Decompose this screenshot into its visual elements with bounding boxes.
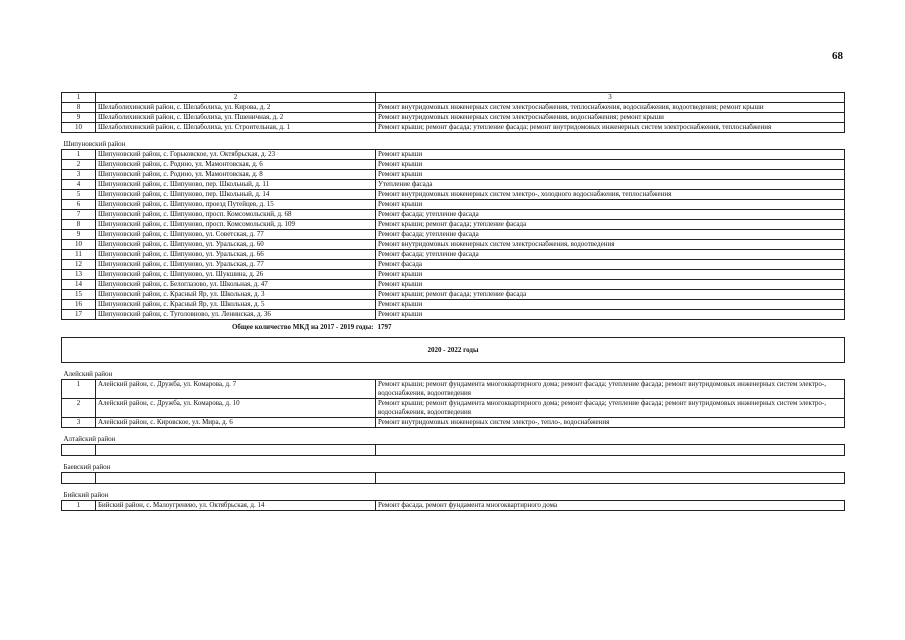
- row-work-type: Ремонт крыши; ремонт фундамента многоквартирного дома; ремонт фасада; утепление фасада; ремонт внутридомовых инженерных систем электро-, водоснабжения, водоотведения: [376, 380, 845, 399]
- row-work-type: Ремонт фасада; утепление фасада: [376, 210, 845, 220]
- empty-cell: [376, 445, 845, 456]
- mkd-repair-table: [61, 92, 845, 511]
- row-number: 15: [62, 290, 96, 300]
- row-address: Шелаболихинский район, с. Шелаболиха, ул. Кирова, д. 2: [96, 103, 376, 113]
- table-row: [62, 380, 845, 399]
- period-title: 2020 - 2022 годы: [62, 338, 845, 363]
- row-work-type: Ремонт крыши: [376, 280, 845, 290]
- row-number: 5: [62, 190, 96, 200]
- row-work-type: Ремонт крыши: [376, 150, 845, 160]
- table-row: [62, 250, 845, 260]
- row-number: 9: [62, 230, 96, 240]
- table-row: [62, 150, 845, 160]
- table-row: [62, 180, 845, 190]
- table-row: [62, 190, 845, 200]
- region-row: [62, 363, 845, 380]
- column-1-header: 1: [62, 93, 96, 103]
- row-address: Шипуновский район, с. Красный Яр, ул. Школьная, д. 3: [96, 290, 376, 300]
- region-title-shipunovsky: Шипуновский район: [62, 133, 845, 150]
- total-label: Общее количество МКД на 2017 - 2019 годы:: [62, 320, 376, 338]
- region-title-baevsky: Баевский район: [62, 456, 845, 473]
- row-number: 4: [62, 180, 96, 190]
- empty-cell: [96, 445, 376, 456]
- row-work-type: Ремонт крыши; ремонт фундамента многоквартирного дома; ремонт фасада; утепление фасада; ремонт внутридомовых инженерных систем электро-, водоснабжения, водоотведения: [376, 399, 845, 418]
- row-address: Шипуновский район, с. Шипуново, ул. Уральская, д. 77: [96, 260, 376, 270]
- region-row: [62, 428, 845, 445]
- table-row: [62, 399, 845, 418]
- row-address: Шипуновский район, с. Белоглазово, ул. Школьная, д. 47: [96, 280, 376, 290]
- row-address: Шипуновский район, с. Родино, ул. Мамонтовская, д. 6: [96, 160, 376, 170]
- table-row: [62, 270, 845, 280]
- column-number-row: [62, 93, 845, 103]
- row-address: Шипуновский район, с. Шипуново, ул. Уральская, д. 66: [96, 250, 376, 260]
- row-work-type: Ремонт фасада, ремонт фундамента многоквартирного дома: [376, 501, 845, 511]
- row-work-type: Ремонт внутридомовых инженерных систем электро-, тепло-, водоснабжения: [376, 418, 845, 428]
- row-work-type: Ремонт фасада; утепление фасада: [376, 230, 845, 240]
- row-address: Шипуновский район, с. Шипуново, ул. Советская, д. 77: [96, 230, 376, 240]
- table-row: [62, 113, 845, 123]
- row-address: Шипуновский район, с. Шипуново, проезд Путейцев, д. 15: [96, 200, 376, 210]
- row-number: 13: [62, 270, 96, 280]
- table-row: [62, 230, 845, 240]
- total-value: 1797: [376, 320, 845, 338]
- row-number: 10: [62, 240, 96, 250]
- region-title-biysky: Бийский район: [62, 484, 845, 501]
- empty-row: [62, 445, 845, 456]
- column-3-header: 3: [376, 93, 845, 103]
- row-address: Шипуновский район, с. Горьковское, ул. Октябрьская, д. 23: [96, 150, 376, 160]
- row-work-type: Ремонт внутридомовых инженерных систем электроснабжения, водоотведения: [376, 240, 845, 250]
- row-number: 12: [62, 260, 96, 270]
- table-row: [62, 310, 845, 320]
- row-address: Шелаболихинский район, с. Шелаболиха, ул. Пшеничная, д. 2: [96, 113, 376, 123]
- row-work-type: Ремонт крыши; ремонт фасада; утепление фасада: [376, 290, 845, 300]
- table-row: [62, 300, 845, 310]
- row-address: Шипуновский район, с. Шипуново, ул. Уральская, д. 60: [96, 240, 376, 250]
- table-row: [62, 160, 845, 170]
- row-work-type: Ремонт крыши: [376, 160, 845, 170]
- table-row: [62, 501, 845, 511]
- row-number: 2: [62, 399, 96, 418]
- row-work-type: Ремонт внутридомовых инженерных систем электро-, холодного водоснабжения, теплоснабжения: [376, 190, 845, 200]
- row-address: Шипуновский район, с. Родино, ул. Мамонтовская, д. 8: [96, 170, 376, 180]
- row-number: 1: [62, 380, 96, 399]
- empty-cell: [62, 473, 96, 484]
- row-number: 10: [62, 123, 96, 133]
- total-row: [62, 320, 845, 338]
- table-row: [62, 260, 845, 270]
- row-work-type: Ремонт крыши: [376, 300, 845, 310]
- table-row: [62, 210, 845, 220]
- table-row: [62, 418, 845, 428]
- row-number: 11: [62, 250, 96, 260]
- row-number: 8: [62, 103, 96, 113]
- row-number: 1: [62, 150, 96, 160]
- row-work-type: Ремонт внутридомовых инженерных систем электроснабжения, теплоснабжения, водоснабжения, водоотведения; ремонт крыши: [376, 103, 845, 113]
- period-row: [62, 338, 845, 363]
- row-number: 1: [62, 501, 96, 511]
- row-work-type: Ремонт внутридомовых инженерных систем электроснабжения, водоснабжения; ремонт крыши: [376, 113, 845, 123]
- empty-cell: [96, 473, 376, 484]
- row-number: 14: [62, 280, 96, 290]
- row-address: Шипуновский район, с. Туголовново, ул. Ленинская, д. 36: [96, 310, 376, 320]
- column-2-header: 2: [96, 93, 376, 103]
- region-row: [62, 484, 845, 501]
- table-row: [62, 240, 845, 250]
- row-address: Шипуновский район, с. Шипуново, пер. Школьный, д. 14: [96, 190, 376, 200]
- region-row: [62, 133, 845, 150]
- row-work-type: Ремонт крыши: [376, 310, 845, 320]
- row-work-type: Ремонт крыши; ремонт фасада; утепление фасада; ремонт внутридомовых инженерных систем электроснабжения, теплоснабжения: [376, 123, 845, 133]
- row-number: 16: [62, 300, 96, 310]
- row-work-type: Утепление фасада: [376, 180, 845, 190]
- table-row: [62, 103, 845, 113]
- table-row: [62, 280, 845, 290]
- table-row: [62, 170, 845, 180]
- row-number: 17: [62, 310, 96, 320]
- table-row: [62, 290, 845, 300]
- row-address: Алейский район, с. Дружба, ул. Комарова, д. 10: [96, 399, 376, 418]
- row-number: 3: [62, 170, 96, 180]
- table-body: [62, 93, 845, 511]
- row-address: Шипуновский район, с. Красный Яр, ул. Школьная, д. 5: [96, 300, 376, 310]
- row-number: 9: [62, 113, 96, 123]
- row-number: 6: [62, 200, 96, 210]
- row-work-type: Ремонт крыши: [376, 170, 845, 180]
- row-address: Алейский район, с. Дружба, ул. Комарова, д. 7: [96, 380, 376, 399]
- empty-cell: [376, 473, 845, 484]
- row-work-type: Ремонт крыши; ремонт фасада; утепление фасада: [376, 220, 845, 230]
- row-address: Шипуновский район, с. Шипуново, ул. Шукшина, д. 26: [96, 270, 376, 280]
- table-row: [62, 123, 845, 133]
- row-work-type: Ремонт фасада: [376, 260, 845, 270]
- row-work-type: Ремонт фасада; утепление фасада: [376, 250, 845, 260]
- region-row: [62, 456, 845, 473]
- region-title-altaysky: Алтайский район: [62, 428, 845, 445]
- row-address: Алейский район, с. Кировское, ул. Мира, д. 6: [96, 418, 376, 428]
- row-number: 8: [62, 220, 96, 230]
- row-number: 3: [62, 418, 96, 428]
- row-address: Бийский район, с. Малоугренево, ул. Октябрьская, д. 14: [96, 501, 376, 511]
- region-title-aleysky: Алейский район: [62, 363, 845, 380]
- row-address: Шелаболихинский район, с. Шелаболиха, ул. Строительная, д. 1: [96, 123, 376, 133]
- row-work-type: Ремонт крыши: [376, 200, 845, 210]
- empty-cell: [62, 445, 96, 456]
- empty-row: [62, 473, 845, 484]
- row-work-type: Ремонт крыши: [376, 270, 845, 280]
- row-address: Шипуновский район, с. Шипуново, просп. Комсомольский, д. 109: [96, 220, 376, 230]
- row-number: 7: [62, 210, 96, 220]
- row-number: 2: [62, 160, 96, 170]
- row-address: Шипуновский район, с. Шипуново, пер. Школьный, д. 11: [96, 180, 376, 190]
- table-row: [62, 200, 845, 210]
- table-row: [62, 220, 845, 230]
- row-address: Шипуновский район, с. Шипуново, просп. Комсомольский, д. 68: [96, 210, 376, 220]
- page-number: 68: [832, 50, 843, 62]
